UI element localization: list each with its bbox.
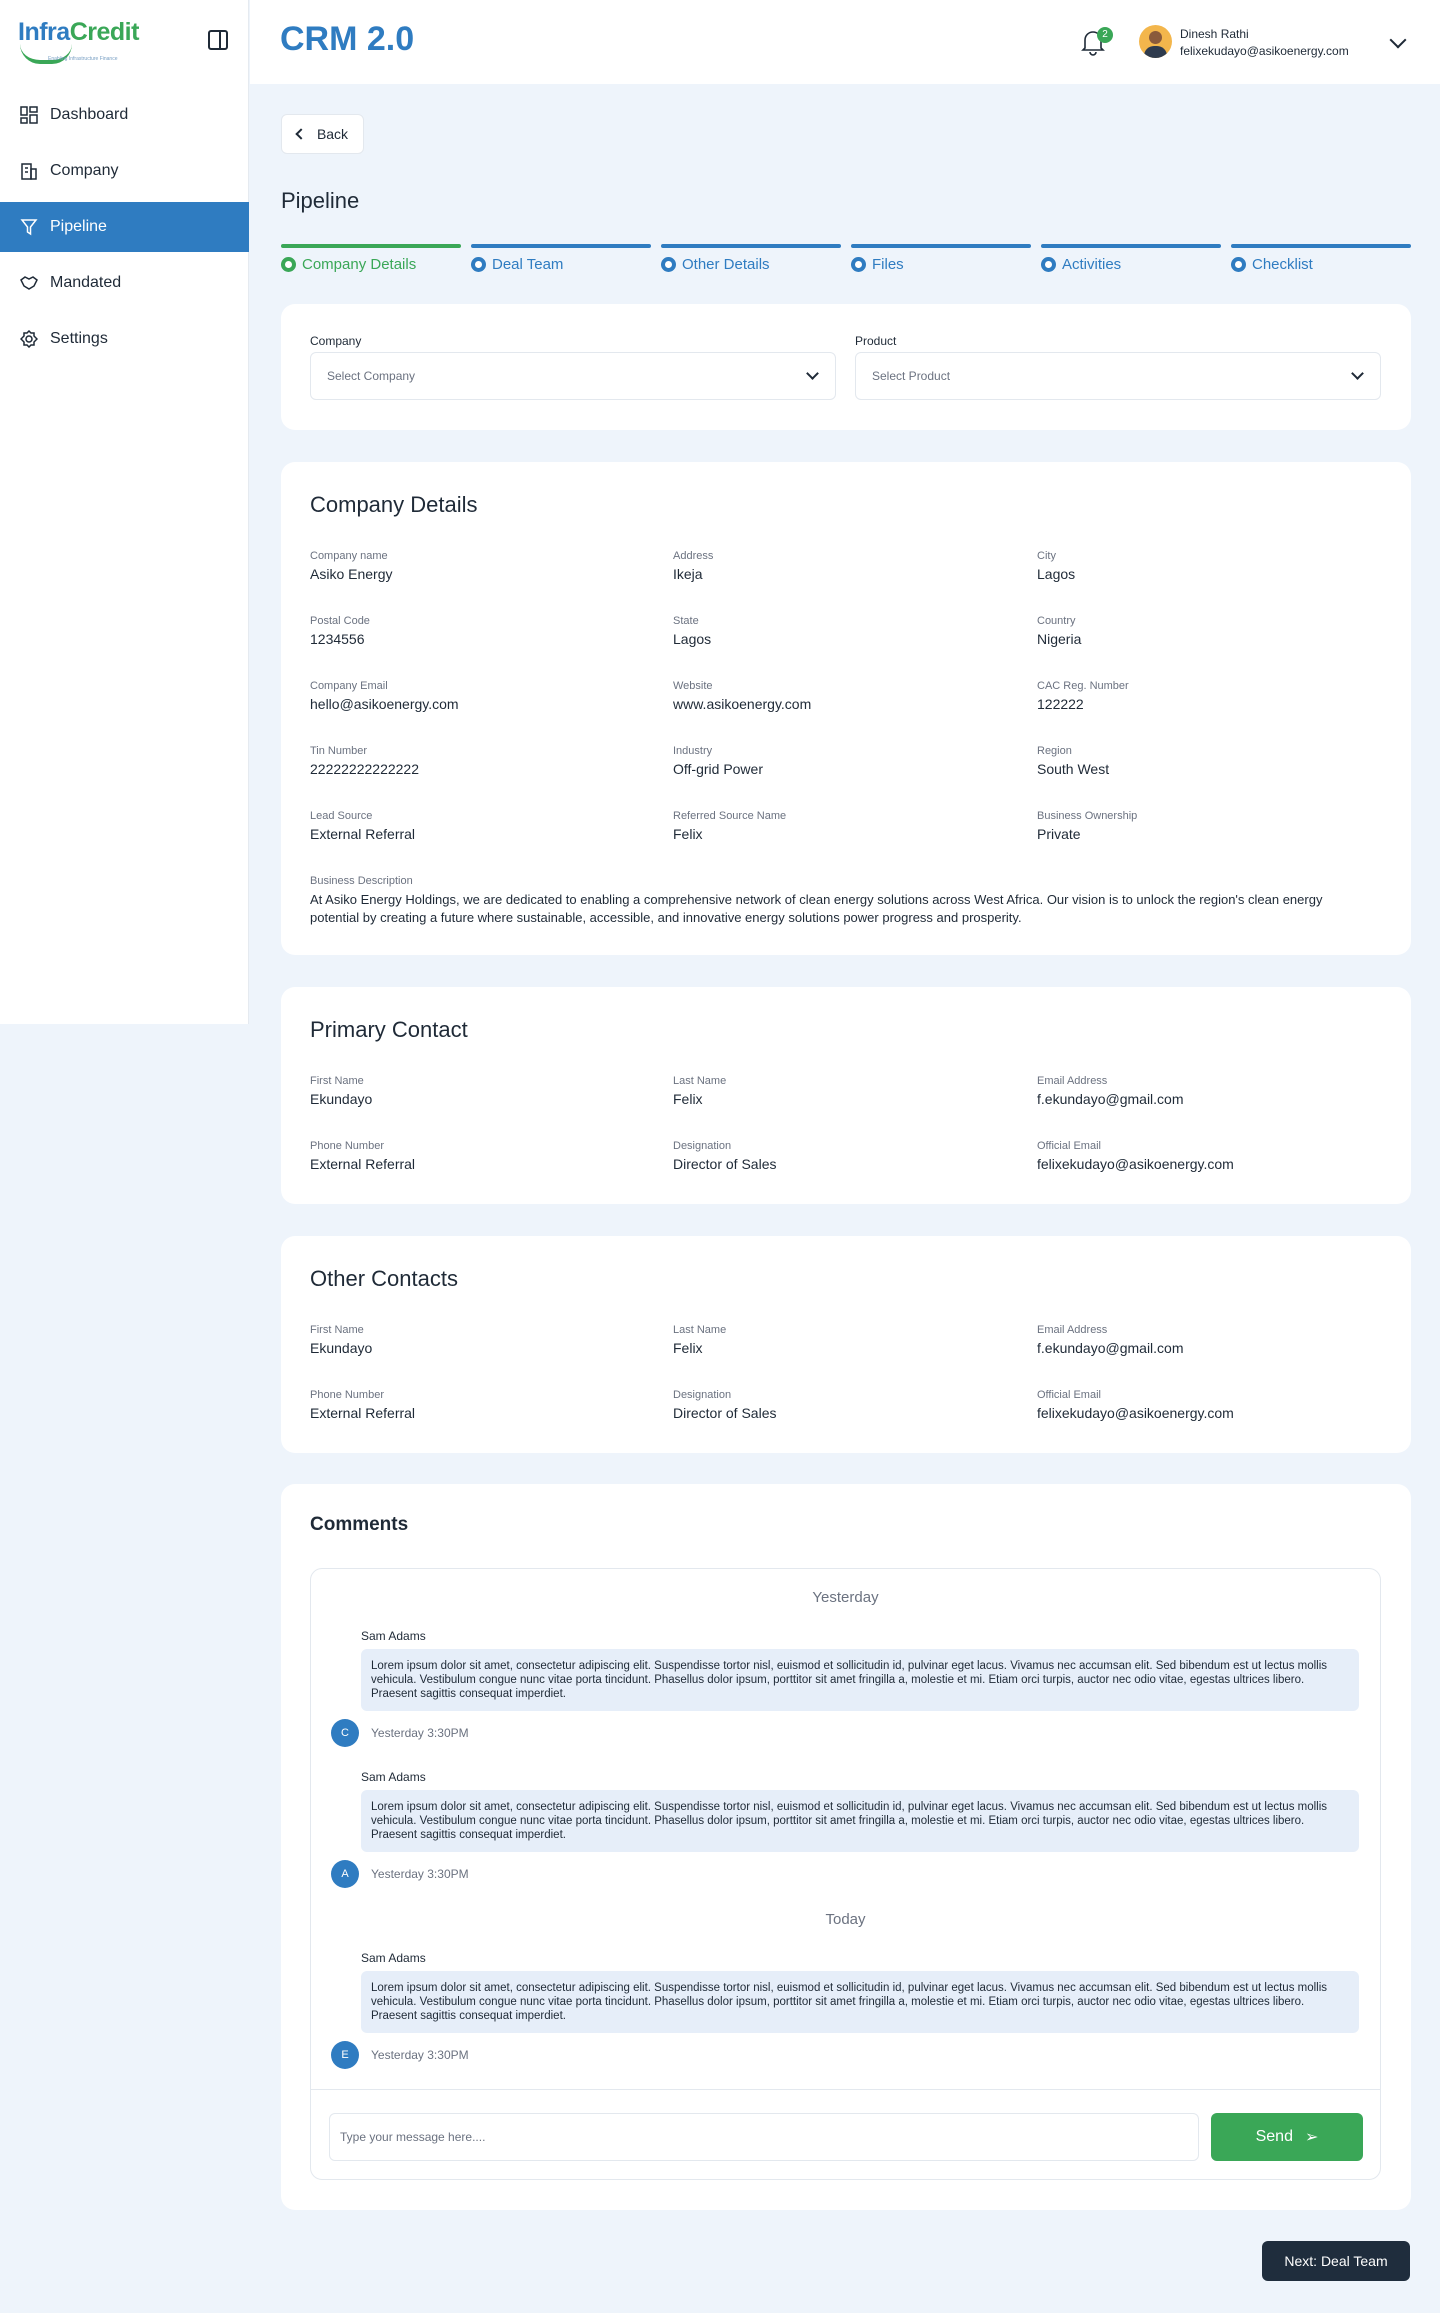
field-last-name: Last Name Felix <box>673 1324 727 1356</box>
field-phone-number: Phone Number External Referral <box>310 1140 416 1172</box>
sidebar-nav <box>0 90 249 370</box>
top-header <box>250 0 1440 84</box>
step-label: Deal Team <box>492 256 564 273</box>
sidebar-item-mandated[interactable] <box>0 258 249 308</box>
field-region: Region South West <box>1037 745 1110 777</box>
page-title: Pipeline <box>281 188 360 213</box>
field-business-description: Business Description At Asiko Energy Holdings, we are dedicated to enabling a comprehensive network of clean energy solutions across West Africa. Our vision is to unlock the region's clean energy potential by creating a future where sustainable, accessible, and innovative energy solutions power progress and prosperity. <box>310 875 1323 925</box>
step-radio-icon <box>851 257 866 272</box>
brand-name-infra: Infra <box>18 18 70 46</box>
step-radio-icon <box>1231 257 1246 272</box>
field-official-email: Official Email felixekudayo@asikoenergy.com <box>1037 1389 1234 1421</box>
section-title: Other Contacts <box>310 1266 458 1291</box>
field-state: State Lagos <box>673 615 712 647</box>
comment-timestamp: Yesterday 3:30PM <box>371 1726 469 1740</box>
company-details-card <box>281 462 1411 955</box>
chevron-down-icon <box>806 367 819 380</box>
comments-card <box>281 1484 1411 2210</box>
comment-bubble: Lorem ipsum dolor sit amet, consectetur adipiscing elit. Suspendisse tortor nisl, euismod et sollicitudin id, pulvinar eget lacus. Vivamus nec accumsan elit. Sed bibendum est ut lectus mollis vehicula. Vestibulum congue nunc vitae porta tincidunt. Phasellus dolor ipsum, porttitor sit amet fringilla a, molestie et mi. Etiam orci turpis, auctor nec odio vitae, egestas ultrices libero. Praesent sagittis consequat imperdiet. <box>361 1649 1359 1711</box>
sidebar-item-settings[interactable] <box>0 314 249 364</box>
step-radio-icon <box>471 257 486 272</box>
comment-avatar: E <box>331 2041 359 2069</box>
field-company-email: Company Email hello@asikoenergy.com <box>310 680 459 712</box>
field-tin-number: Tin Number 22222222222222 <box>310 745 420 777</box>
comment-bubble: Lorem ipsum dolor sit amet, consectetur adipiscing elit. Suspendisse tortor nisl, euismod et sollicitudin id, pulvinar eget lacus. Vivamus nec accumsan elit. Sed bibendum est ut lectus mollis vehicula. Vestibulum congue nunc vitae porta tincidunt. Phasellus dolor ipsum, porttitor sit amet fringilla a, molestie et mi. Etiam orci turpis, auctor nec odio vitae, egestas ultrices libero. Praesent sagittis consequat imperdiet. <box>361 1971 1359 2033</box>
field-address: Address Ikeja <box>673 550 714 582</box>
step-progress-bar <box>851 244 1031 248</box>
chevron-down-icon[interactable] <box>1390 32 1407 49</box>
step-label: Files <box>872 256 904 273</box>
step-progress-bar <box>1231 244 1411 248</box>
step-label: Other Details <box>682 256 770 273</box>
product-select-label: Product <box>855 334 897 348</box>
step-label: Checklist <box>1252 256 1313 273</box>
field-phone-number: Phone Number External Referral <box>310 1389 416 1421</box>
field-last-name: Last Name Felix <box>673 1075 727 1107</box>
comment-timestamp: Yesterday 3:30PM <box>371 1867 469 1881</box>
back-label: Back <box>316 126 349 142</box>
divider <box>311 2089 1380 2090</box>
field-lead-source: Lead Source External Referral <box>310 810 416 842</box>
step-radio-icon <box>661 257 676 272</box>
next-deal-team-button[interactable]: Next: Deal Team <box>1262 2241 1410 2281</box>
building-icon <box>20 162 38 180</box>
product-select-placeholder: Select Product <box>872 369 951 383</box>
field-email-address: Email Address f.ekundayo@gmail.com <box>1037 1075 1184 1107</box>
dashboard-grid-icon <box>20 106 38 124</box>
field-first-name: First Name Ekundayo <box>310 1075 373 1107</box>
other-contacts-card <box>281 1236 1411 1453</box>
selection-card <box>281 304 1411 430</box>
sidebar-item-label: Company <box>50 162 119 179</box>
sidebar-item-company[interactable] <box>0 146 249 196</box>
company-select-placeholder: Select Company <box>327 369 416 383</box>
sidebar-item-label: Mandated <box>50 274 122 291</box>
sidebar-item-label: Settings <box>50 330 108 347</box>
field-designation: Designation Director of Sales <box>673 1140 777 1172</box>
product-select[interactable] <box>855 352 1381 400</box>
field-email-address: Email Address f.ekundayo@gmail.com <box>1037 1324 1184 1356</box>
brand-tagline: Enabling Infrastructure Finance <box>48 56 118 62</box>
sidebar-item-label: Pipeline <box>50 218 107 235</box>
step-company-details[interactable] <box>281 244 461 273</box>
section-title: Company Details <box>310 492 478 517</box>
primary-contact-card <box>281 987 1411 1204</box>
message-input[interactable] <box>329 2113 1199 2161</box>
user-name: Dinesh Rathi <box>1180 27 1249 41</box>
comments-title: Comments <box>310 1514 409 1535</box>
field-country: Country Nigeria <box>1037 615 1082 647</box>
step-label: Activities <box>1062 256 1122 273</box>
funnel-icon <box>20 218 38 236</box>
sidebar-item-dashboard[interactable] <box>0 90 249 140</box>
step-progress-bar <box>661 244 841 248</box>
chat-thread <box>310 1568 1381 2180</box>
sidebar <box>0 0 249 1024</box>
step-label: Company Details <box>302 256 417 273</box>
step-other-details[interactable] <box>661 244 841 273</box>
back-button[interactable] <box>281 114 364 154</box>
step-activities[interactable] <box>1041 244 1221 273</box>
field-company-name: Company name Asiko Energy <box>310 550 393 582</box>
send-button[interactable] <box>1211 2113 1363 2161</box>
field-designation: Designation Director of Sales <box>673 1389 777 1421</box>
company-select-label: Company <box>310 334 362 348</box>
step-check-icon <box>281 257 296 272</box>
stepper <box>281 244 1411 274</box>
comment-author: Sam Adams <box>361 1770 426 1784</box>
field-industry: Industry Off-grid Power <box>673 745 763 777</box>
user-email: felixekudayo@asikoenergy.com <box>1180 44 1349 58</box>
user-avatar[interactable] <box>1139 25 1172 58</box>
field-cac-reg-number: CAC Reg. Number 122222 <box>1037 680 1129 712</box>
field-official-email: Official Email felixekudayo@asikoenergy.com <box>1037 1140 1234 1172</box>
field-first-name: First Name Ekundayo <box>310 1324 373 1356</box>
day-separator-today: Today <box>825 1911 866 1928</box>
sidebar-collapse-icon[interactable] <box>208 30 228 50</box>
step-progress-bar <box>1041 244 1221 248</box>
step-deal-team[interactable] <box>471 244 651 273</box>
comment-timestamp: Yesterday 3:30PM <box>371 2048 469 2062</box>
field-postal-code: Postal Code 1234556 <box>310 615 370 647</box>
notification-count-badge: 2 <box>1097 27 1113 43</box>
field-city: City Lagos <box>1037 550 1076 582</box>
app-title: CRM 2.0 <box>280 20 415 58</box>
step-checklist[interactable] <box>1231 244 1411 273</box>
brand-name-credit: Credit <box>69 18 139 46</box>
chevron-down-icon <box>1351 367 1364 380</box>
field-referred-source-name: Referred Source Name Felix <box>673 810 787 842</box>
field-website: Website www.asikoenergy.com <box>673 680 812 712</box>
send-arrow-icon: ➢ <box>1304 2129 1319 2146</box>
sidebar-item-label: Dashboard <box>50 106 129 123</box>
comment-avatar: A <box>331 1860 359 1888</box>
send-label: Send <box>1255 2128 1293 2145</box>
step-files[interactable] <box>851 244 1031 273</box>
company-select[interactable] <box>310 352 836 400</box>
step-progress-bar <box>471 244 651 248</box>
sidebar-item-pipeline[interactable] <box>0 202 249 252</box>
field-business-ownership: Business Ownership Private <box>1037 810 1138 842</box>
step-progress-bar <box>281 244 461 248</box>
handshake-icon <box>20 274 38 292</box>
comment-author: Sam Adams <box>361 1629 426 1643</box>
chevron-left-icon <box>295 128 306 139</box>
comment-author: Sam Adams <box>361 1951 426 1965</box>
day-separator-yesterday: Yesterday <box>812 1589 879 1606</box>
section-title: Primary Contact <box>310 1017 468 1042</box>
comment-avatar: C <box>331 1719 359 1747</box>
step-radio-icon <box>1041 257 1056 272</box>
comment-bubble: Lorem ipsum dolor sit amet, consectetur adipiscing elit. Suspendisse tortor nisl, euismod et sollicitudin id, pulvinar eget lacus. Vivamus nec accumsan elit. Sed bibendum est ut lectus mollis vehicula. Vestibulum congue nunc vitae porta tincidunt. Phasellus dolor ipsum, porttitor sit amet fringilla a, molestie et mi. Etiam orci turpis, auctor nec odio vitae, egestas ultrices libero. Praesent sagittis consequat imperdiet. <box>361 1790 1359 1852</box>
brand-logo[interactable] <box>18 18 148 62</box>
gear-icon <box>20 330 38 348</box>
